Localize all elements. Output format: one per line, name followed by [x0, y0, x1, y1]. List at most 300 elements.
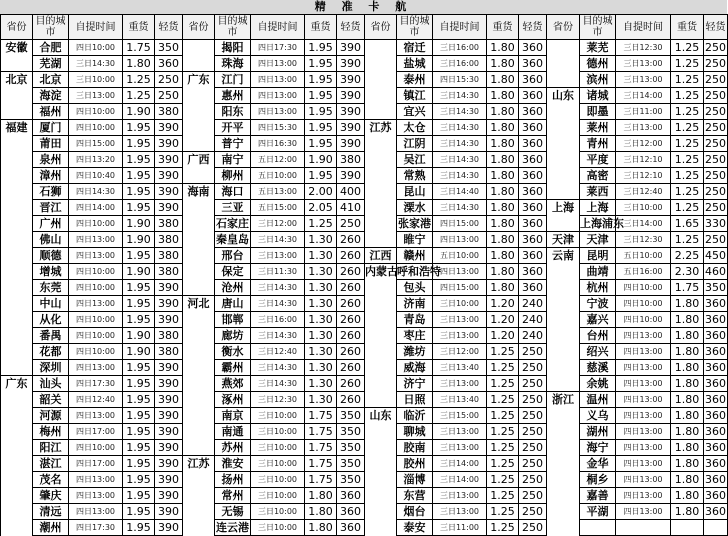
- pickup-time-cell: 三日14:30: [433, 152, 487, 168]
- pickup-time-cell: 三日13:00: [433, 488, 487, 504]
- light-rate-cell: 260: [337, 392, 365, 408]
- city-cell: 邢台: [215, 248, 251, 264]
- light-rate-cell: 260: [337, 296, 365, 312]
- table-row: [365, 376, 547, 392]
- rate-table-block: [364, 14, 547, 536]
- table-row: [365, 168, 547, 184]
- heavy-rate-cell: 1.80: [671, 424, 704, 440]
- table-row: [183, 360, 365, 376]
- column-header: 省份: [183, 15, 215, 40]
- pickup-time-cell: 三日16:00: [433, 56, 487, 72]
- light-rate-cell: 250: [705, 152, 726, 166]
- city-cell: 台州: [580, 328, 616, 344]
- province-cell: 上海: [547, 200, 580, 216]
- light-rate-cell: 380: [155, 104, 183, 120]
- province-cell: [547, 344, 580, 360]
- province-cell: [365, 104, 397, 120]
- pickup-time-cell: 三日12:00: [616, 136, 671, 152]
- light-rate-cell: 390: [155, 376, 183, 392]
- province-cell: [1, 200, 33, 216]
- city-cell: 济宁: [397, 376, 433, 392]
- table-row: [365, 216, 547, 232]
- province-cell: [547, 56, 580, 72]
- light-rate-cell: 350: [705, 280, 726, 294]
- city-cell: 德州: [580, 56, 616, 72]
- pickup-time-cell: 五日10:00: [251, 168, 305, 184]
- province-cell: [183, 136, 215, 152]
- province-cell: [183, 120, 215, 136]
- table-row: [365, 232, 547, 248]
- pickup-time-cell: 四日13:00: [251, 88, 305, 104]
- light-rate-cell: 250: [705, 56, 726, 70]
- table-row: [365, 392, 547, 408]
- city-cell: 汕头: [33, 376, 69, 392]
- city-cell: 茂名: [33, 472, 69, 488]
- city-cell: 梅州: [33, 424, 69, 440]
- pickup-time-cell: 四日13:00: [69, 504, 123, 520]
- table-row: [547, 248, 728, 264]
- table-row: [1, 264, 183, 280]
- table-row: [183, 56, 365, 72]
- heavy-rate-cell: 1.25: [671, 168, 704, 184]
- light-rate-cell: 390: [155, 184, 183, 200]
- light-rate-cell: 250: [705, 72, 726, 86]
- pickup-time-cell: 三日13:00: [616, 72, 671, 88]
- city-cell: 莱芜: [580, 40, 616, 56]
- pickup-time-cell: 四日13:00: [616, 472, 671, 488]
- city-cell: 宜兴: [397, 104, 433, 120]
- light-rate-cell: 360: [705, 424, 726, 438]
- table-row: [1, 472, 183, 488]
- city-cell: 常熟: [397, 168, 433, 184]
- heavy-rate-cell: 1.80: [487, 56, 519, 72]
- city-cell: 海淀: [33, 88, 69, 104]
- light-rate-cell: 360: [519, 232, 547, 248]
- table-row: [365, 248, 547, 264]
- province-cell: [365, 296, 397, 312]
- light-rate-cell: 360: [337, 520, 365, 536]
- heavy-rate-cell: 1.25: [487, 360, 519, 376]
- province-cell: [547, 280, 580, 296]
- city-cell: 平湖: [580, 504, 616, 520]
- province-cell: 江苏: [365, 120, 397, 136]
- province-cell: [365, 504, 397, 520]
- city-cell: 南京: [215, 408, 251, 424]
- pickup-time-cell: 四日17:30: [69, 520, 123, 536]
- light-rate-cell: 390: [155, 120, 183, 136]
- city-cell: 赣州: [397, 248, 433, 264]
- heavy-rate-cell: 1.75: [305, 456, 337, 472]
- city-cell: 南宁: [215, 152, 251, 168]
- city-cell: 石家庄: [216, 216, 249, 230]
- province-cell: [183, 520, 215, 536]
- province-cell: [547, 408, 580, 424]
- heavy-rate-cell: 1.30: [305, 232, 337, 248]
- table-row: [183, 152, 365, 168]
- table-row: [547, 72, 728, 88]
- light-rate-cell: 240: [519, 312, 547, 328]
- light-rate-cell: 360: [519, 184, 547, 200]
- pickup-time-cell: 三日13:00: [616, 56, 671, 72]
- table-row: [183, 72, 365, 88]
- table-row: [547, 168, 728, 184]
- heavy-rate-cell: 1.95: [305, 120, 337, 136]
- city-cell: 福州: [33, 104, 69, 120]
- table-row: [365, 136, 547, 152]
- province-cell: [1, 280, 33, 296]
- heavy-rate-cell: 1.80: [671, 472, 704, 488]
- heavy-rate-cell: 1.80: [671, 360, 704, 376]
- city-cell: 霸州: [215, 360, 251, 376]
- city-cell: 天津: [580, 232, 616, 248]
- light-rate-cell: 260: [337, 312, 365, 328]
- table-row: [365, 456, 547, 472]
- city-cell: 威海: [397, 360, 433, 376]
- pickup-time-cell: 三日14:00: [433, 472, 487, 488]
- province-cell: [1, 232, 33, 248]
- pickup-time-cell: 三日12:40: [251, 344, 305, 360]
- pickup-time-cell: 三日12:10: [616, 152, 671, 168]
- city-cell: 盐城: [397, 56, 433, 72]
- city-cell: 东莞: [33, 280, 69, 296]
- province-cell: [1, 328, 33, 344]
- heavy-rate-cell: 1.25: [487, 392, 519, 408]
- pickup-time-cell: 三日11:30: [251, 264, 305, 280]
- table-row: [365, 328, 547, 344]
- column-header: 省份: [1, 15, 33, 40]
- heavy-rate-cell: 1.90: [123, 104, 155, 120]
- heavy-rate-cell: 1.80: [671, 392, 704, 408]
- heavy-rate-cell: 1.20: [487, 296, 519, 312]
- city-cell: 合肥: [33, 40, 69, 56]
- pickup-time-cell: 四日13:00: [616, 456, 671, 472]
- province-cell: [183, 56, 215, 72]
- city-cell: 深圳: [33, 360, 69, 376]
- heavy-rate-cell: 2.25: [671, 248, 704, 264]
- pickup-time-cell: 四日13:00: [433, 232, 487, 248]
- light-rate-cell: 250: [519, 472, 547, 488]
- city-cell: 南通: [215, 424, 251, 440]
- pickup-time-cell: 四日13:00: [433, 264, 487, 280]
- city-cell: 温州: [580, 392, 616, 408]
- province-cell: [547, 184, 580, 200]
- city-cell: 绍兴: [580, 344, 616, 360]
- province-cell: [365, 472, 397, 488]
- province-cell: [365, 200, 397, 216]
- city-cell: 宿迁: [397, 40, 433, 56]
- pickup-time-cell: 四日17:30: [69, 376, 123, 392]
- table-row: [547, 344, 728, 360]
- heavy-rate-cell: 1.95: [305, 40, 337, 56]
- heavy-rate-cell: 1.80: [487, 184, 519, 200]
- province-cell: [183, 376, 215, 392]
- table-row: [183, 408, 365, 424]
- light-rate-cell: 250: [155, 88, 183, 104]
- light-rate-cell: 390: [337, 40, 365, 56]
- city-cell: 珠海: [215, 56, 251, 72]
- province-cell: [1, 424, 33, 440]
- pickup-time-cell: 三日13:00: [433, 440, 487, 456]
- table-row: [1, 312, 183, 328]
- pickup-time-cell: 四日14:00: [69, 200, 123, 216]
- province-cell: [365, 184, 397, 200]
- city-cell: 增城: [33, 264, 69, 280]
- table-row: [183, 312, 365, 328]
- city-cell: 苏州: [215, 440, 251, 456]
- table-row: [547, 488, 728, 504]
- column-header: 自提时间: [433, 15, 487, 40]
- table-row: [365, 72, 547, 88]
- heavy-rate-cell: 1.95: [123, 200, 155, 216]
- light-rate-cell: 350: [155, 40, 183, 56]
- province-cell: [547, 360, 580, 376]
- light-rate-cell: 360: [519, 104, 547, 120]
- light-rate-cell: 250: [519, 376, 547, 392]
- table-row: [365, 440, 547, 456]
- heavy-rate-cell: 1.25: [671, 56, 704, 72]
- pickup-time-cell: 四日13:00: [616, 392, 671, 408]
- table-row: [365, 56, 547, 72]
- city-cell: 杭州: [580, 280, 616, 296]
- city-cell: 揭阳: [215, 40, 251, 56]
- light-rate-cell: 390: [337, 168, 365, 184]
- city-cell: 韶关: [33, 392, 69, 408]
- pickup-time-cell: 三日13:00: [69, 88, 123, 104]
- table-row: [1, 296, 183, 312]
- table-row: [1, 72, 183, 88]
- heavy-rate-cell: 1.95: [123, 440, 155, 456]
- pickup-time-cell: 四日10:00: [69, 280, 123, 296]
- pickup-time-cell: 四日13:00: [251, 72, 305, 88]
- light-rate-cell: 380: [155, 344, 183, 360]
- table-row: [547, 440, 728, 456]
- light-rate-cell: 390: [337, 120, 365, 136]
- province-cell: [547, 168, 580, 184]
- heavy-rate-cell: 1.80: [671, 296, 704, 312]
- pickup-time-cell: 四日13:00: [616, 328, 671, 344]
- province-cell: 浙江: [547, 392, 580, 408]
- province-cell: [365, 40, 397, 56]
- city-cell: 平度: [580, 152, 616, 168]
- province-cell: [547, 520, 580, 536]
- city-cell: 沧州: [215, 280, 251, 296]
- light-rate-cell: 360: [519, 152, 547, 168]
- heavy-rate-cell: 1.25: [487, 456, 519, 472]
- table-row: [547, 264, 728, 280]
- province-cell: [1, 408, 33, 424]
- light-rate-cell: 350: [337, 472, 365, 488]
- table-row: [183, 184, 365, 200]
- pickup-time-cell: 四日15:30: [433, 72, 487, 88]
- heavy-rate-cell: 1.25: [487, 440, 519, 456]
- light-rate-cell: 360: [519, 72, 547, 88]
- province-cell: [1, 88, 33, 104]
- province-cell: [183, 472, 215, 488]
- light-rate-cell: 360: [705, 312, 726, 326]
- table-row: [1, 456, 183, 472]
- light-rate-cell: 260: [337, 232, 365, 248]
- province-cell: [183, 328, 215, 344]
- heavy-rate-cell: 1.30: [305, 280, 337, 296]
- table-row: [365, 104, 547, 120]
- pickup-time-cell: 四日10:00: [69, 312, 123, 328]
- light-rate-cell: 250: [519, 440, 547, 456]
- heavy-rate-cell: 1.75: [123, 40, 155, 56]
- city-cell: 高密: [580, 168, 616, 184]
- city-cell: 阳江: [33, 440, 69, 456]
- province-cell: [365, 152, 397, 168]
- table-row: [1, 360, 183, 376]
- province-cell: [365, 88, 397, 104]
- pickup-time-cell: 五日10:00: [433, 248, 487, 264]
- table-row: [547, 184, 728, 200]
- light-rate-cell: 390: [155, 504, 183, 520]
- table-row: [365, 360, 547, 376]
- table-row: [365, 88, 547, 104]
- heavy-rate-cell: 1.95: [123, 136, 155, 152]
- pickup-time-cell: 四日10:00: [616, 296, 671, 312]
- pickup-time-cell: 三日12:00: [251, 216, 305, 232]
- light-rate-cell: 250: [705, 104, 726, 118]
- province-cell: [547, 104, 580, 120]
- heavy-rate-cell: 1.95: [305, 72, 337, 88]
- heavy-rate-cell: 1.80: [671, 440, 704, 456]
- province-cell: 江苏: [183, 456, 215, 472]
- light-rate-cell: 360: [705, 296, 726, 310]
- pickup-time-cell: 三日12:30: [616, 40, 671, 56]
- city-cell: 花都: [33, 344, 69, 360]
- province-cell: [1, 184, 33, 200]
- light-rate-cell: 360: [519, 216, 547, 232]
- province-cell: 江西: [365, 248, 397, 264]
- city-cell: 曲靖: [580, 264, 616, 280]
- city-cell: 滨州: [580, 72, 616, 88]
- heavy-rate-cell: 1.25: [123, 72, 155, 88]
- province-cell: [365, 328, 397, 344]
- heavy-rate-cell: 1.95: [123, 408, 155, 424]
- heavy-rate-cell: 1.25: [671, 152, 704, 168]
- province-cell: [365, 424, 397, 440]
- light-rate-cell: 380: [337, 152, 365, 168]
- heavy-rate-cell: 1.80: [487, 120, 519, 136]
- light-rate-cell: 360: [705, 344, 726, 358]
- city-cell: 包头: [397, 280, 433, 296]
- table-row: [547, 456, 728, 472]
- province-cell: [365, 440, 397, 456]
- province-cell: [547, 296, 580, 312]
- city-cell: 阳东: [215, 104, 251, 120]
- pickup-time-cell: 三日14:30: [251, 376, 305, 392]
- city-cell: 清远: [33, 504, 69, 520]
- table-row: [547, 376, 728, 392]
- heavy-rate-cell: 1.80: [671, 312, 704, 328]
- province-cell: [365, 56, 397, 72]
- province-cell: [183, 440, 215, 456]
- table-row: [547, 360, 728, 376]
- city-cell: 聊城: [397, 424, 433, 440]
- pickup-time-cell: 四日14:30: [69, 184, 123, 200]
- province-cell: [1, 488, 33, 504]
- province-cell: [547, 456, 580, 472]
- city-cell: 惠州: [215, 88, 251, 104]
- heavy-rate-cell: 1.80: [487, 264, 519, 280]
- province-cell: [547, 312, 580, 328]
- city-cell: 枣庄: [397, 328, 433, 344]
- pickup-time-cell: 三日14:30: [433, 136, 487, 152]
- light-rate-cell: 390: [155, 360, 183, 376]
- city-cell: 厦门: [33, 120, 69, 136]
- city-cell: 江门: [215, 72, 251, 88]
- province-cell: [365, 136, 397, 152]
- city-cell: 晋江: [33, 200, 69, 216]
- light-rate-cell: 250: [519, 408, 547, 424]
- province-cell: [183, 392, 215, 408]
- column-header: 目的城市: [215, 15, 251, 40]
- city-cell: 柳州: [215, 168, 251, 184]
- column-header: 轻货: [155, 15, 183, 40]
- light-rate-cell: 260: [337, 264, 365, 280]
- pickup-time-cell: 三日11:00: [433, 520, 487, 536]
- heavy-rate-cell: 1.90: [123, 264, 155, 280]
- table-row: [365, 344, 547, 360]
- pickup-time-cell: 四日13:00: [251, 104, 305, 120]
- pickup-time-cell: 四日10:00: [69, 328, 123, 344]
- table-row: [1, 504, 183, 520]
- table-row: [1, 280, 183, 296]
- pickup-time-cell: 三日14:30: [433, 120, 487, 136]
- pickup-time-cell: 三日12:00: [433, 344, 487, 360]
- table-row: [547, 232, 728, 248]
- pickup-time-cell: 四日10:00: [69, 344, 123, 360]
- province-cell: [1, 216, 33, 232]
- province-cell: [183, 264, 215, 280]
- heavy-rate-cell: 1.80: [305, 504, 337, 520]
- table-row: [183, 344, 365, 360]
- heavy-rate-cell: 1.25: [487, 488, 519, 504]
- heavy-rate-cell: 1.25: [671, 232, 704, 248]
- heavy-rate-cell: 1.95: [305, 88, 337, 104]
- pickup-time-cell: 三日10:00: [616, 200, 671, 216]
- province-cell: [1, 520, 33, 536]
- province-cell: [1, 312, 33, 328]
- province-cell: [365, 280, 397, 296]
- province-cell: [183, 88, 215, 104]
- city-cell: 泰安: [397, 520, 433, 536]
- light-rate-cell: 250: [519, 424, 547, 440]
- city-cell: 临沂: [397, 408, 433, 424]
- pickup-time-cell: 三日14:30: [433, 104, 487, 120]
- light-rate-cell: 250: [705, 120, 726, 134]
- province-cell: 山东: [547, 88, 580, 104]
- light-rate-cell: 360: [705, 392, 726, 406]
- pickup-time-cell: 三日12:30: [616, 232, 671, 248]
- pickup-time-cell: 三日14:30: [251, 232, 305, 248]
- city-cell: 烟台: [397, 504, 433, 520]
- table-row: [183, 264, 365, 280]
- heavy-rate-cell: 1.80: [487, 232, 519, 248]
- light-rate-cell: 360: [705, 408, 726, 422]
- heavy-rate-cell: 1.95: [123, 280, 155, 296]
- pickup-time-cell: 四日13:00: [616, 344, 671, 360]
- column-header: 重货: [123, 15, 155, 40]
- city-cell: 漳州: [33, 168, 69, 184]
- heavy-rate-cell: 1.75: [305, 424, 337, 440]
- pickup-time-cell: 四日13:20: [69, 152, 123, 168]
- table-row: [365, 40, 547, 56]
- heavy-rate-cell: 1.95: [123, 456, 155, 472]
- heavy-rate-cell: 1.25: [487, 520, 519, 536]
- table-row: [365, 504, 547, 520]
